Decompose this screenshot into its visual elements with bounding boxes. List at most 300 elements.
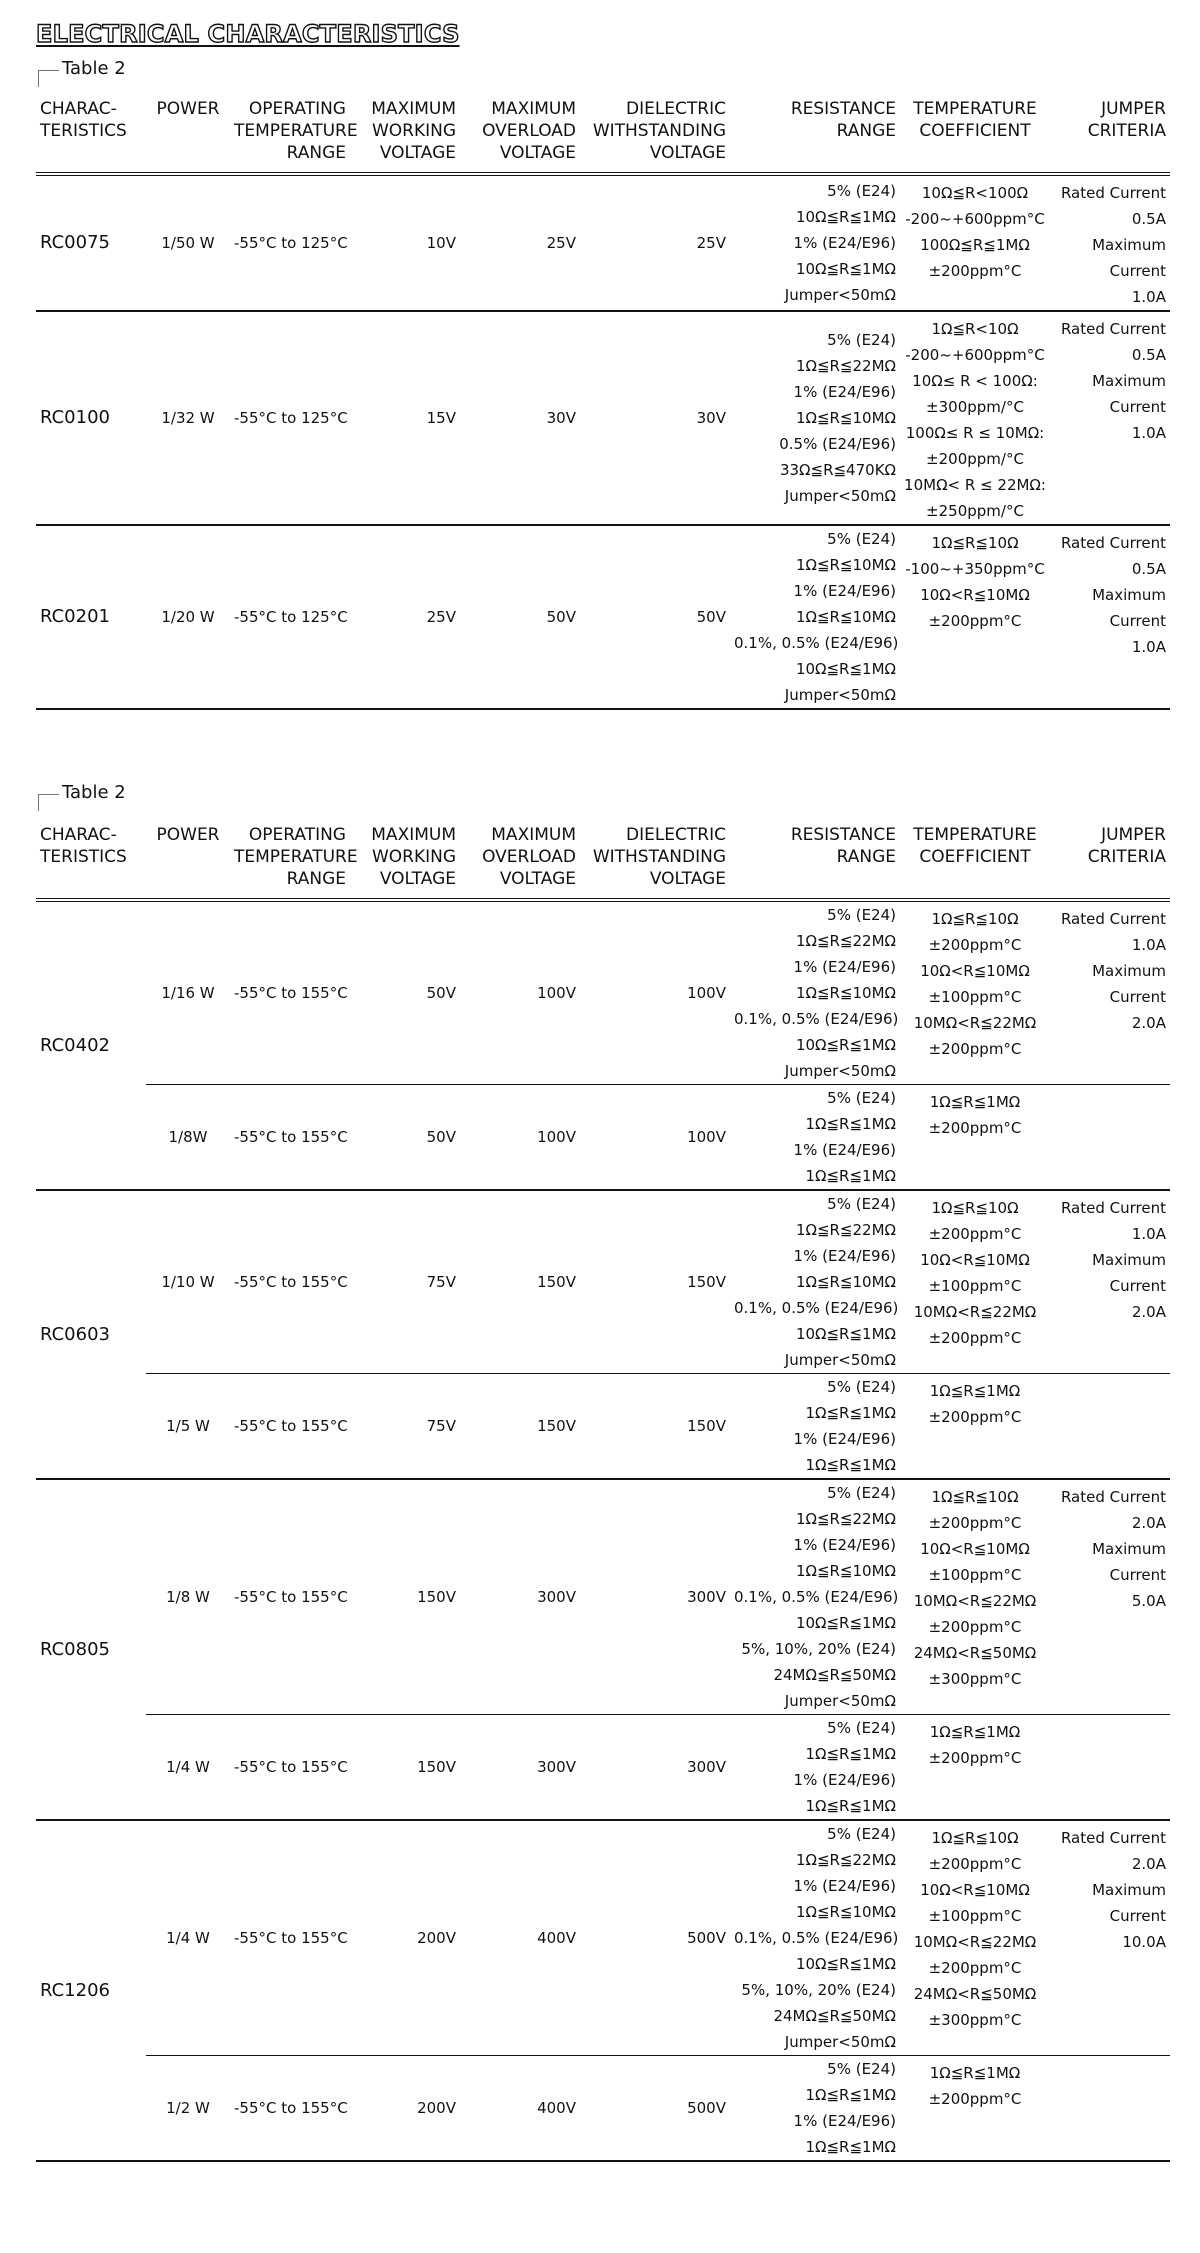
resistance-range-line: 1% (E24/E96)	[793, 2112, 896, 2130]
jumper-criteria-line: 1.0A	[1131, 936, 1166, 954]
jumper-criteria-line: 10.0A	[1122, 1933, 1166, 1951]
column-header-line: TERISTICS	[40, 121, 127, 141]
temperature-coefficient-line: 10Ω<R≦10MΩ	[920, 1251, 1030, 1269]
column-header-operating-temperature-range	[230, 96, 358, 174]
temperature-coefficient-line: 1Ω≦R≦10Ω	[931, 1488, 1019, 1506]
temperature-coefficient-line: ±200ppm°C	[928, 2090, 1022, 2108]
resistance-range-line: 5% (E24)	[827, 1825, 896, 1843]
temperature-coefficient-line: 1Ω≦R≦1MΩ	[929, 1382, 1021, 1400]
table-row	[36, 1085, 1170, 1191]
resistance-range-line: 10Ω≦R≦1MΩ	[795, 1325, 896, 1343]
temperature-coefficient-line: -100~+350ppm°C	[905, 560, 1045, 578]
temperature-coefficient-line: 10MΩ<R≦22MΩ	[913, 1933, 1037, 1951]
resistance-range-value	[730, 1479, 900, 1715]
jumper-criteria-line: Current	[1109, 1277, 1166, 1295]
resistance-range-value	[730, 1820, 900, 2056]
maximum-overload-voltage-value: 100V	[460, 1085, 580, 1191]
temperature-coefficient-value	[900, 525, 1050, 709]
resistance-range-line: 5% (E24)	[827, 331, 896, 349]
resistance-range-line: Jumper<50mΩ	[784, 2033, 896, 2051]
jumper-criteria-value	[1050, 1715, 1170, 1821]
jumper-criteria-value	[1050, 174, 1170, 311]
temperature-coefficient-line: 10Ω≤ R < 100Ω:	[912, 372, 1038, 390]
resistance-range-line: 10Ω≦R≦1MΩ	[795, 208, 896, 226]
column-header-line: WITHSTANDING	[592, 847, 726, 867]
column-header-line: CRITERIA	[1087, 121, 1166, 141]
resistance-range-line: Jumper<50mΩ	[784, 286, 896, 304]
power-value: 1/5 W	[146, 1374, 230, 1480]
dielectric-withstanding-voltage-value: 50V	[580, 525, 730, 709]
column-header-line: TEMPERATURE	[913, 99, 1037, 119]
temperature-coefficient-value	[900, 1479, 1050, 1715]
resistance-range-line: 24MΩ≦R≦50MΩ	[773, 1666, 896, 1684]
column-header-maximum-overload-voltage	[460, 96, 580, 174]
column-header-line: WORKING	[371, 847, 456, 867]
table-caption-text: Table 2	[62, 58, 126, 79]
column-header-maximum-working-voltage	[350, 822, 460, 900]
resistance-range-line: 5% (E24)	[827, 530, 896, 548]
column-header-line: CHARAC-	[40, 825, 117, 845]
column-header-line: VOLTAGE	[499, 869, 576, 889]
column-header-line: RESISTANCE	[790, 99, 896, 119]
temperature-coefficient-line: -200~+600ppm°C	[905, 346, 1045, 364]
column-header-line: TEMPERATURE	[234, 847, 358, 867]
operating-temperature-range-value: -55°C to 155°C	[230, 1715, 350, 1821]
jumper-criteria-value	[1050, 1820, 1170, 2056]
temperature-coefficient-line: ±200ppm°C	[928, 1225, 1022, 1243]
temperature-coefficient-line: ±200ppm°C	[928, 612, 1022, 630]
resistance-range-value	[730, 1715, 900, 1821]
temperature-coefficient-line: 100Ω≤ R ≤ 10MΩ:	[905, 424, 1045, 442]
jumper-criteria-line: Rated Current	[1060, 534, 1166, 552]
resistance-range-line: 1% (E24/E96)	[793, 958, 896, 976]
resistance-range-line: 5% (E24)	[827, 1089, 896, 1107]
temperature-coefficient-line: 1Ω≦R≦10Ω	[931, 1829, 1019, 1847]
table-row	[36, 1820, 1170, 2056]
column-header-jumper-criteria	[1050, 822, 1170, 900]
temperature-coefficient-value	[900, 1374, 1050, 1480]
temperature-coefficient-line: 1Ω≦R≦10Ω	[931, 534, 1019, 552]
model-name: RC0100	[36, 311, 146, 525]
jumper-criteria-line: 1.0A	[1131, 1225, 1166, 1243]
resistance-range-value	[730, 525, 900, 709]
table-row	[36, 2056, 1170, 2162]
maximum-working-voltage-value: 15V	[350, 311, 460, 525]
caption-corner	[38, 70, 59, 87]
resistance-range-line: 1Ω≦R≦10MΩ	[795, 556, 896, 574]
column-header-line: TEMPERATURE	[913, 825, 1037, 845]
resistance-range-value	[730, 2056, 900, 2162]
resistance-range-line: 0.1%, 0.5% (E24/E96)	[734, 1299, 899, 1317]
resistance-range-line: 1Ω≦R≦1MΩ	[805, 1115, 896, 1133]
column-header-line: TEMPERATURE	[234, 121, 358, 141]
resistance-range-line: Jumper<50mΩ	[784, 686, 896, 704]
maximum-overload-voltage-value: 50V	[460, 525, 580, 709]
jumper-criteria-value	[1050, 1479, 1170, 1715]
jumper-criteria-line: Maximum	[1092, 1881, 1166, 1899]
table-row	[36, 525, 1170, 709]
jumper-criteria-value	[1050, 2056, 1170, 2162]
resistance-range-value	[730, 1374, 900, 1480]
temperature-coefficient-line: 10Ω<R≦10MΩ	[920, 962, 1030, 980]
dielectric-withstanding-voltage-value: 300V	[580, 1479, 730, 1715]
temperature-coefficient-value	[900, 2056, 1050, 2162]
jumper-criteria-line: 1.0A	[1131, 424, 1166, 442]
jumper-criteria-line: 2.0A	[1131, 1303, 1166, 1321]
jumper-criteria-line: 1.0A	[1131, 638, 1166, 656]
jumper-criteria-line: Maximum	[1092, 962, 1166, 980]
resistance-range-line: 5% (E24)	[827, 182, 896, 200]
maximum-working-voltage-value: 200V	[350, 1820, 460, 2056]
table-row	[36, 174, 1170, 311]
dielectric-withstanding-voltage-value: 300V	[580, 1715, 730, 1821]
temperature-coefficient-line: 1Ω≦R≦10Ω	[931, 910, 1019, 928]
column-header-line: CHARAC-	[40, 99, 117, 119]
temperature-coefficient-line: 10MΩ<R≦22MΩ	[913, 1303, 1037, 1321]
temperature-coefficient-line: 10Ω<R≦10MΩ	[920, 1540, 1030, 1558]
resistance-range-line: 10Ω≦R≦1MΩ	[795, 1614, 896, 1632]
resistance-range-line: 1% (E24/E96)	[793, 1536, 896, 1554]
temperature-coefficient-line: ±300ppm/°C	[926, 398, 1024, 416]
resistance-range-line: 1% (E24/E96)	[793, 1771, 896, 1789]
dielectric-withstanding-voltage-value: 100V	[580, 900, 730, 1085]
maximum-overload-voltage-value: 150V	[460, 1374, 580, 1480]
power-value: 1/8 W	[146, 1479, 230, 1715]
power-value: 1/32 W	[146, 311, 230, 525]
resistance-range-line: Jumper<50mΩ	[784, 1062, 896, 1080]
temperature-coefficient-line: ±200ppm°C	[928, 262, 1022, 280]
resistance-range-line: 0.1%, 0.5% (E24/E96)	[734, 634, 899, 652]
resistance-range-line: 10Ω≦R≦1MΩ	[795, 1036, 896, 1054]
page-heading: ELECTRICAL CHARACTERISTICS	[36, 20, 460, 48]
resistance-range-line: 10Ω≦R≦1MΩ	[795, 1955, 896, 1973]
temperature-coefficient-line: ±200ppm°C	[928, 1749, 1022, 1767]
table-row	[36, 311, 1170, 525]
maximum-working-voltage-value: 50V	[350, 1085, 460, 1191]
temperature-coefficient-line: 1Ω≦R≦1MΩ	[929, 1093, 1021, 1111]
column-header-power	[146, 822, 230, 900]
temperature-coefficient-line: ±200ppm°C	[928, 1329, 1022, 1347]
resistance-range-value	[730, 1190, 900, 1374]
column-header-line: OVERLOAD	[482, 847, 576, 867]
temperature-coefficient-line: ±200ppm/°C	[926, 450, 1024, 468]
resistance-range-line: 1% (E24/E96)	[793, 582, 896, 600]
temperature-coefficient-value	[900, 900, 1050, 1085]
resistance-range-line: 1% (E24/E96)	[793, 383, 896, 401]
operating-temperature-range-value: -55°C to 155°C	[230, 900, 350, 1085]
temperature-coefficient-line: ±100ppm°C	[928, 1907, 1022, 1925]
power-value: 1/8W	[146, 1085, 230, 1191]
maximum-working-voltage-value: 150V	[350, 1715, 460, 1821]
operating-temperature-range-value: -55°C to 125°C	[230, 174, 350, 311]
electrical-characteristics-table-1	[36, 96, 1170, 710]
resistance-range-line: 1Ω≦R≦1MΩ	[805, 1167, 896, 1185]
column-header-line: POWER	[156, 825, 220, 845]
temperature-coefficient-line: ±100ppm°C	[928, 988, 1022, 1006]
column-header-maximum-overload-voltage	[460, 822, 580, 900]
table-caption-text: Table 2	[62, 782, 126, 803]
temperature-coefficient-line: ±300ppm°C	[928, 2011, 1022, 2029]
temperature-coefficient-line: ±200ppm°C	[928, 1119, 1022, 1137]
resistance-range-value	[730, 1085, 900, 1191]
column-header-line: MAXIMUM	[491, 99, 576, 119]
column-header-line: OVERLOAD	[482, 121, 576, 141]
column-header-jumper-criteria	[1050, 96, 1170, 174]
column-header-characteristics	[36, 96, 146, 174]
jumper-criteria-value	[1050, 1085, 1170, 1191]
jumper-criteria-value	[1050, 525, 1170, 709]
maximum-working-voltage-value: 150V	[350, 1479, 460, 1715]
dielectric-withstanding-voltage-value: 150V	[580, 1190, 730, 1374]
maximum-working-voltage-value: 75V	[350, 1374, 460, 1480]
operating-temperature-range-value: -55°C to 125°C	[230, 525, 350, 709]
electrical-characteristics-table-2	[36, 822, 1170, 2162]
column-header-resistance-range	[730, 96, 900, 174]
jumper-criteria-line: 2.0A	[1131, 1514, 1166, 1532]
column-header-power	[146, 96, 230, 174]
resistance-range-line: 1Ω≦R≦1MΩ	[805, 1745, 896, 1763]
column-header-line: CRITERIA	[1087, 847, 1166, 867]
temperature-coefficient-line: 1Ω≦R≦1MΩ	[929, 2064, 1021, 2082]
jumper-criteria-line: Rated Current	[1060, 184, 1166, 202]
column-header-temperature-coefficient	[900, 822, 1050, 900]
jumper-criteria-line: Current	[1109, 1907, 1166, 1925]
power-value: 1/4 W	[146, 1715, 230, 1821]
temperature-coefficient-line: ±300ppm°C	[928, 1670, 1022, 1688]
resistance-range-line: 10Ω≦R≦1MΩ	[795, 660, 896, 678]
temperature-coefficient-value	[900, 1820, 1050, 2056]
resistance-range-line: 5%, 10%, 20% (E24)	[741, 1981, 896, 1999]
table-row	[36, 900, 1170, 1085]
operating-temperature-range-value: -55°C to 155°C	[230, 1190, 350, 1374]
temperature-coefficient-line: ±100ppm°C	[928, 1566, 1022, 1584]
jumper-criteria-line: Rated Current	[1060, 910, 1166, 928]
resistance-range-line: 1Ω≦R≦10MΩ	[795, 1562, 896, 1580]
resistance-range-line: 1Ω≦R≦10MΩ	[795, 1903, 896, 1921]
temperature-coefficient-line: ±100ppm°C	[928, 1277, 1022, 1295]
header-row	[36, 822, 1170, 900]
resistance-range-line: 1% (E24/E96)	[793, 1877, 896, 1895]
resistance-range-value	[730, 311, 900, 525]
temperature-coefficient-line: 1Ω≦R≦10Ω	[931, 1199, 1019, 1217]
temperature-coefficient-line: 24MΩ<R≦50MΩ	[913, 1985, 1037, 2003]
jumper-criteria-line: Current	[1109, 988, 1166, 1006]
column-header-operating-temperature-range	[230, 822, 358, 900]
jumper-criteria-line: 0.5A	[1131, 210, 1166, 228]
jumper-criteria-line: 2.0A	[1131, 1855, 1166, 1873]
maximum-overload-voltage-value: 300V	[460, 1479, 580, 1715]
column-header-line: RANGE	[836, 121, 896, 141]
power-value: 1/16 W	[146, 900, 230, 1085]
column-header-line: VOLTAGE	[379, 869, 456, 889]
jumper-criteria-line: 0.5A	[1131, 346, 1166, 364]
resistance-range-line: 10Ω≦R≦1MΩ	[795, 260, 896, 278]
table-row	[36, 1374, 1170, 1480]
resistance-range-line: 1Ω≦R≦10MΩ	[795, 1273, 896, 1291]
temperature-coefficient-line: ±200ppm°C	[928, 1959, 1022, 1977]
model-name: RC0603	[36, 1190, 146, 1479]
temperature-coefficient-line: 10MΩ<R≦22MΩ	[913, 1014, 1037, 1032]
jumper-criteria-line: Maximum	[1092, 372, 1166, 390]
column-header-line: VOLTAGE	[379, 143, 456, 163]
resistance-range-line: 5% (E24)	[827, 906, 896, 924]
resistance-range-line: 1Ω≦R≦1MΩ	[805, 2138, 896, 2156]
jumper-criteria-line: Current	[1109, 262, 1166, 280]
column-header-line: WITHSTANDING	[592, 121, 726, 141]
dielectric-withstanding-voltage-value: 150V	[580, 1374, 730, 1480]
jumper-criteria-line: Current	[1109, 398, 1166, 416]
operating-temperature-range-value: -55°C to 155°C	[230, 2056, 350, 2162]
resistance-range-line: 5% (E24)	[827, 1484, 896, 1502]
column-header-line: OPERATING	[248, 99, 346, 119]
resistance-range-line: 1Ω≦R≦22MΩ	[795, 1510, 896, 1528]
maximum-working-voltage-value: 75V	[350, 1190, 460, 1374]
maximum-overload-voltage-value: 300V	[460, 1715, 580, 1821]
column-header-line: VOLTAGE	[649, 869, 726, 889]
jumper-criteria-line: Rated Current	[1060, 1488, 1166, 1506]
column-header-line: OPERATING	[248, 825, 346, 845]
temperature-coefficient-value	[900, 1190, 1050, 1374]
resistance-range-line: 1Ω≦R≦22MΩ	[795, 932, 896, 950]
column-header-line: MAXIMUM	[371, 99, 456, 119]
power-value: 1/2 W	[146, 2056, 230, 2162]
table-row	[36, 1190, 1170, 1374]
jumper-criteria-line: 0.5A	[1131, 560, 1166, 578]
jumper-criteria-line: 1.0A	[1131, 288, 1166, 306]
jumper-criteria-line: Maximum	[1092, 1251, 1166, 1269]
resistance-range-line: Jumper<50mΩ	[784, 1351, 896, 1369]
maximum-overload-voltage-value: 400V	[460, 1820, 580, 2056]
jumper-criteria-line: 2.0A	[1131, 1014, 1166, 1032]
operating-temperature-range-value: -55°C to 155°C	[230, 1085, 350, 1191]
resistance-range-line: 1% (E24/E96)	[793, 1141, 896, 1159]
resistance-range-value	[730, 900, 900, 1085]
jumper-criteria-line: Maximum	[1092, 1540, 1166, 1558]
model-name: RC0805	[36, 1479, 146, 1820]
column-header-line: POWER	[156, 99, 220, 119]
maximum-working-voltage-value: 10V	[350, 174, 460, 311]
maximum-overload-voltage-value: 150V	[460, 1190, 580, 1374]
temperature-coefficient-line: 1Ω≦R<10Ω	[931, 320, 1019, 338]
maximum-overload-voltage-value: 30V	[460, 311, 580, 525]
temperature-coefficient-value	[900, 174, 1050, 311]
column-header-line: TERISTICS	[40, 847, 127, 867]
maximum-overload-voltage-value: 100V	[460, 900, 580, 1085]
caption-corner	[38, 794, 59, 811]
maximum-working-voltage-value: 200V	[350, 2056, 460, 2162]
jumper-criteria-line: Rated Current	[1060, 1829, 1166, 1847]
temperature-coefficient-line: ±200ppm°C	[928, 1408, 1022, 1426]
resistance-range-line: 0.1%, 0.5% (E24/E96)	[734, 1588, 899, 1606]
jumper-criteria-line: Maximum	[1092, 236, 1166, 254]
maximum-overload-voltage-value: 25V	[460, 174, 580, 311]
column-header-line: VOLTAGE	[499, 143, 576, 163]
dielectric-withstanding-voltage-value: 500V	[580, 2056, 730, 2162]
resistance-range-line: 24MΩ≦R≦50MΩ	[773, 2007, 896, 2025]
temperature-coefficient-line: 10MΩ< R ≤ 22MΩ:	[904, 476, 1046, 494]
dielectric-withstanding-voltage-value: 30V	[580, 311, 730, 525]
temperature-coefficient-line: -200~+600ppm°C	[905, 210, 1045, 228]
resistance-range-line: 5% (E24)	[827, 1378, 896, 1396]
resistance-range-line: 1Ω≦R≦1MΩ	[805, 1456, 896, 1474]
column-header-line: RANGE	[286, 143, 346, 163]
temperature-coefficient-value	[900, 1085, 1050, 1191]
jumper-criteria-line: Rated Current	[1060, 320, 1166, 338]
maximum-working-voltage-value: 50V	[350, 900, 460, 1085]
column-header-line: WORKING	[371, 121, 456, 141]
dielectric-withstanding-voltage-value: 100V	[580, 1085, 730, 1191]
dielectric-withstanding-voltage-value: 500V	[580, 1820, 730, 2056]
resistance-range-line: 1Ω≦R≦1MΩ	[805, 1797, 896, 1815]
resistance-range-line: 0.5% (E24/E96)	[779, 435, 896, 453]
jumper-criteria-value	[1050, 1374, 1170, 1480]
column-header-line: VOLTAGE	[649, 143, 726, 163]
column-header-dielectric-withstanding-voltage	[580, 822, 730, 900]
jumper-criteria-line: 5.0A	[1131, 1592, 1166, 1610]
temperature-coefficient-line: 10MΩ<R≦22MΩ	[913, 1592, 1037, 1610]
resistance-range-line: 1Ω≦R≦10MΩ	[795, 409, 896, 427]
resistance-range-line: Jumper<50mΩ	[784, 487, 896, 505]
resistance-range-line: 5%, 10%, 20% (E24)	[741, 1640, 896, 1658]
temperature-coefficient-line: ±200ppm°C	[928, 936, 1022, 954]
resistance-range-line: 1% (E24/E96)	[793, 234, 896, 252]
resistance-range-line: 1Ω≦R≦22MΩ	[795, 1851, 896, 1869]
column-header-line: COEFFICIENT	[919, 121, 1031, 141]
power-value: 1/50 W	[146, 174, 230, 311]
operating-temperature-range-value: -55°C to 155°C	[230, 1820, 350, 2056]
temperature-coefficient-line: 10Ω<R≦10MΩ	[920, 1881, 1030, 1899]
resistance-range-line: 33Ω≦R≦470KΩ	[779, 461, 896, 479]
column-header-line: MAXIMUM	[371, 825, 456, 845]
temperature-coefficient-value	[900, 311, 1050, 525]
resistance-range-line: 1Ω≦R≦1MΩ	[805, 2086, 896, 2104]
maximum-working-voltage-value: 25V	[350, 525, 460, 709]
resistance-range-line: 1Ω≦R≦10MΩ	[795, 984, 896, 1002]
temperature-coefficient-line: ±250ppm/°C	[926, 502, 1024, 520]
temperature-coefficient-line: ±200ppm°C	[928, 1855, 1022, 1873]
operating-temperature-range-value: -55°C to 155°C	[230, 1479, 350, 1715]
temperature-coefficient-line: 10Ω≦R<100Ω	[921, 184, 1029, 202]
column-header-line: COEFFICIENT	[919, 847, 1031, 867]
table-caption	[36, 782, 126, 803]
jumper-criteria-value	[1050, 311, 1170, 525]
column-header-line: RESISTANCE	[790, 825, 896, 845]
column-header-line: RANGE	[286, 869, 346, 889]
column-header-resistance-range	[730, 822, 900, 900]
temperature-coefficient-line: ±200ppm°C	[928, 1040, 1022, 1058]
resistance-range-line: 5% (E24)	[827, 1719, 896, 1737]
column-header-dielectric-withstanding-voltage	[580, 96, 730, 174]
column-header-line: JUMPER	[1101, 825, 1166, 845]
power-value: 1/10 W	[146, 1190, 230, 1374]
table-row	[36, 1479, 1170, 1715]
resistance-range-line: Jumper<50mΩ	[784, 1692, 896, 1710]
resistance-range-line: 5% (E24)	[827, 2060, 896, 2078]
resistance-range-line: 1Ω≦R≦1MΩ	[805, 1404, 896, 1422]
resistance-range-line: 1% (E24/E96)	[793, 1247, 896, 1265]
jumper-criteria-line: Current	[1109, 612, 1166, 630]
temperature-coefficient-value	[900, 1715, 1050, 1821]
temperature-coefficient-line: 1Ω≦R≦1MΩ	[929, 1723, 1021, 1741]
header-row	[36, 96, 1170, 174]
resistance-range-line: 1% (E24/E96)	[793, 1430, 896, 1448]
jumper-criteria-line: Maximum	[1092, 586, 1166, 604]
dielectric-withstanding-voltage-value: 25V	[580, 174, 730, 311]
model-name: RC1206	[36, 1820, 146, 2161]
column-header-line: RANGE	[836, 847, 896, 867]
column-header-line: DIELECTRIC	[625, 99, 726, 119]
temperature-coefficient-line: 24MΩ<R≦50MΩ	[913, 1644, 1037, 1662]
